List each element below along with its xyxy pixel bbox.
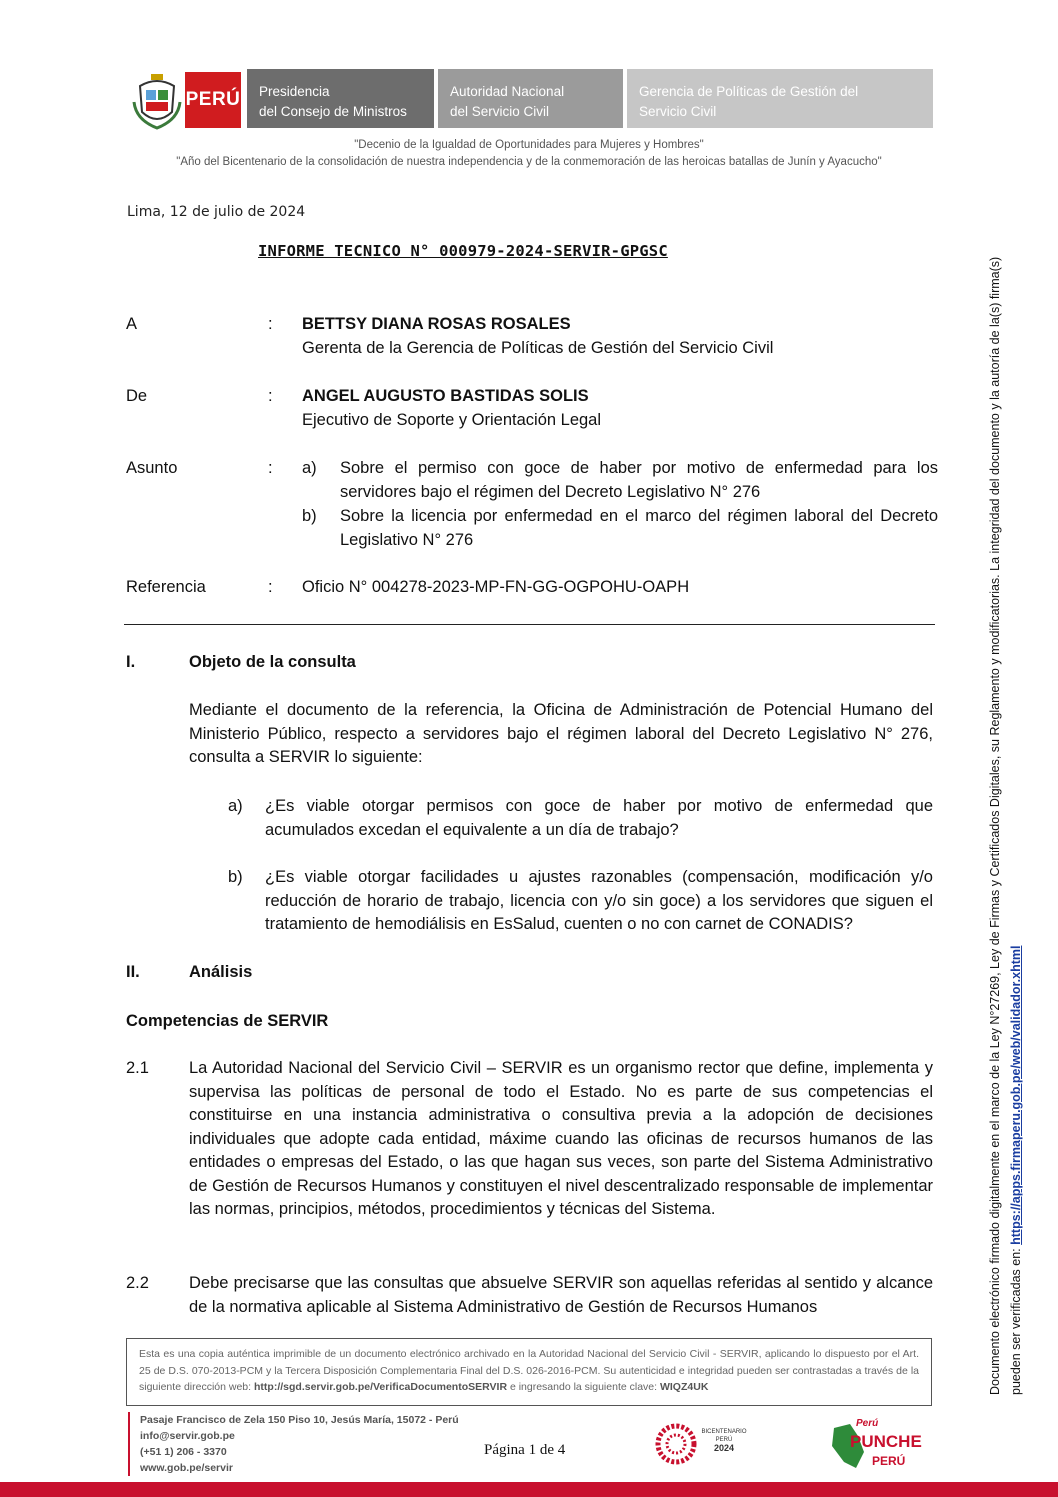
paragraph-2-2-number: 2.2 (126, 1274, 149, 1292)
peru-coat-of-arms-icon (132, 72, 182, 130)
header-box-servir (438, 69, 623, 128)
section-1-paragraph: Mediante el documento de la referencia, la Oficina de Administración de Potencial Humano del Ministerio Público, respecto a servidores bajo el régimen laboral del Decreto Legislativo N° 276, consulta a SERVIR lo siguiente: (189, 701, 933, 766)
from-label: De (126, 387, 148, 405)
verification-url[interactable]: http://sgd.servir.gob.pe/VerificaDocumentoSERVIR (254, 1381, 508, 1393)
reference-label: Referencia (126, 578, 206, 596)
subject-a-marker: a) (302, 459, 317, 477)
reference-colon: : (268, 578, 273, 596)
address-block (140, 1412, 459, 1476)
verification-key: WIQZ4UK (659, 1381, 709, 1393)
notice-mid: e ingresando la siguiente clave: (509, 1381, 658, 1393)
from-role: Ejecutivo de Soporte y Orientación Legal (302, 411, 602, 429)
to-colon: : (268, 315, 273, 333)
section-1-title: Objeto de la consulta (189, 653, 356, 671)
subject-b-text: Sobre la licencia por enfermedad en el marco del régimen laboral del Decreto Legislativo N° 276 (340, 507, 938, 549)
to-role: Gerenta de la Gerencia de Políticas de Gestión del Servicio Civil (302, 339, 774, 357)
header-box-servir-line2: del Servicio Civil (450, 104, 550, 119)
section-1-number: I. (126, 653, 136, 671)
bicentenario-logo-icon (654, 1422, 754, 1466)
website-line[interactable]: www.gob.pe/servir (140, 1462, 233, 1474)
email-line[interactable]: info@servir.gob.pe (140, 1430, 235, 1442)
decenio-line: "Decenio de la Igualdad de Oportunidades para Mujeres y Hombres" (354, 139, 704, 151)
signature-notice-line1: Documento electrónico firmado digitalmente en el marco de la Ley N°27269, Ley de Firmas y Certificados Digitales, su Reglamento y modificatorias. La integridad del documento y la autoría de la(s) firma(s) (988, 256, 1002, 1395)
question-a-marker: a) (228, 797, 243, 815)
authenticity-notice (126, 1338, 932, 1406)
header-box-gerencia-line2: Servicio Civil (639, 104, 717, 119)
anio-line: "Año del Bicentenario de la consolidación de nuestra independencia y de la conmemoración de las heroicas batallas de Junín y Ayacucho" (176, 156, 882, 168)
footer-red-bar (0, 1482, 1058, 1497)
subject-colon: : (268, 459, 273, 477)
punche-line2: PUNCHE (850, 1432, 922, 1451)
validator-link[interactable]: https://apps.firmaperu.gob.pe/web/validador.xhtml (1009, 945, 1023, 1245)
address-accent-bar (128, 1412, 130, 1476)
page-number: Página 1 de 4 (484, 1442, 566, 1458)
question-b-marker: b) (228, 868, 243, 886)
header-box-pcm (247, 69, 434, 128)
header-box-gerencia (627, 69, 933, 128)
document-title: INFORME TECNICO N° 000979-2024-SERVIR-GPGSC (258, 242, 668, 260)
from-name: ANGEL AUGUSTO BASTIDAS SOLIS (302, 387, 589, 405)
reference-text: Oficio N° 004278-2023-MP-FN-GG-OGPOHU-OAPH (302, 578, 690, 596)
bicentenario-country: PERÚ (715, 1437, 733, 1443)
subject-label: Asunto (126, 459, 178, 477)
from-colon: : (268, 387, 273, 405)
section-2-number: II. (126, 963, 140, 981)
peru-brand-label: PERÚ (185, 72, 241, 128)
header-divider (124, 624, 935, 625)
subject-a-text: Sobre el permiso con goce de haber por motivo de enfermedad para los servidores bajo el régimen del Decreto Legislativo N° 276 (340, 459, 938, 501)
paragraph-2-1-number: 2.1 (126, 1059, 149, 1077)
digital-signature-notice (985, 205, 1033, 1395)
address-line: Pasaje Francisco de Zela 150 Piso 10, Jesús María, 15072 - Perú (140, 1414, 459, 1426)
question-a-text: ¿Es viable otorgar permisos con goce de haber por motivo de enfermedad que acumulados excedan el equivalente a un día de trabajo? (265, 797, 933, 839)
section-2-title: Análisis (189, 963, 253, 981)
subject-b-marker: b) (302, 507, 317, 525)
bicentenario-label: BICENTENARIO (701, 1429, 747, 1435)
notice-text: Esta es una copia auténtica imprimible de un documento electrónico archivado en la Autoridad Nacional del Servicio Civil - SERVIR, aplicando lo dispuesto por el Art. 25 de D.S. 070-2013-PCM y la Tercera Disposición Complementaria Final del D.S. 026-2016-PCM. Su autenticidad e integridad pueden ser contrastadas a través de la siguiente dirección web: (139, 1348, 919, 1393)
to-name: BETTSY DIANA ROSAS ROSALES (302, 315, 571, 333)
signature-notice-prefix: pueden ser verificadas en: (1009, 1248, 1023, 1395)
document-date: Lima, 12 de julio de 2024 (127, 204, 306, 220)
to-label: A (126, 315, 138, 333)
bicentenario-year: 2024 (713, 1443, 735, 1453)
header-box-servir-line1: Autoridad Nacional (450, 84, 565, 99)
header-box-pcm-line2: del Consejo de Ministros (259, 104, 407, 119)
punche-line1: Perú (856, 1418, 879, 1429)
question-b-text: ¿Es viable otorgar facilidades u ajustes razonables (compensación, modificación y/o reducción de horario de trabajo, licencia con y/o sin goce) a los servidores que siguen el tratamiento de hemodiálisis en EsSalud, cuenten o no con carnet de CONADIS? (265, 868, 933, 933)
paragraph-2-1-text: La Autoridad Nacional del Servicio Civil – SERVIR es un organismo rector que define, implementa y supervisa las políticas de personal de todo el Estado. No es parte de sus competencias el constituirse en una instancia administrativa o consultiva previa a la adopción de decisiones individuales que adopte cada entidad, máxime cuando las oficinas de recursos humanos de las entidades o empresas del Estado, o las que hagan sus veces, son parte del Sistema Administrativo de Gestión de Recursos Humanos y constituyen el nivel descentralizado responsable de implementar las normas, principios, métodos, procedimientos y técnicas del Sistema. (189, 1059, 933, 1218)
paragraph-2-2-text: Debe precisarse que las consultas que absuelve SERVIR son aquellas referidas al sentido y alcance de la normativa aplicable al Sistema Administrativo de Gestión de Recursos Humanos (189, 1274, 933, 1316)
phone-line: (+51 1) 206 - 3370 (140, 1446, 227, 1458)
peru-punche-logo-icon (828, 1418, 924, 1474)
header-box-gerencia-line1: Gerencia de Políticas de Gestión del (639, 84, 859, 99)
punche-line3: PERÚ (872, 1454, 906, 1468)
header-box-pcm-line1: Presidencia (259, 84, 330, 99)
subsection-title: Competencias de SERVIR (126, 1012, 329, 1030)
